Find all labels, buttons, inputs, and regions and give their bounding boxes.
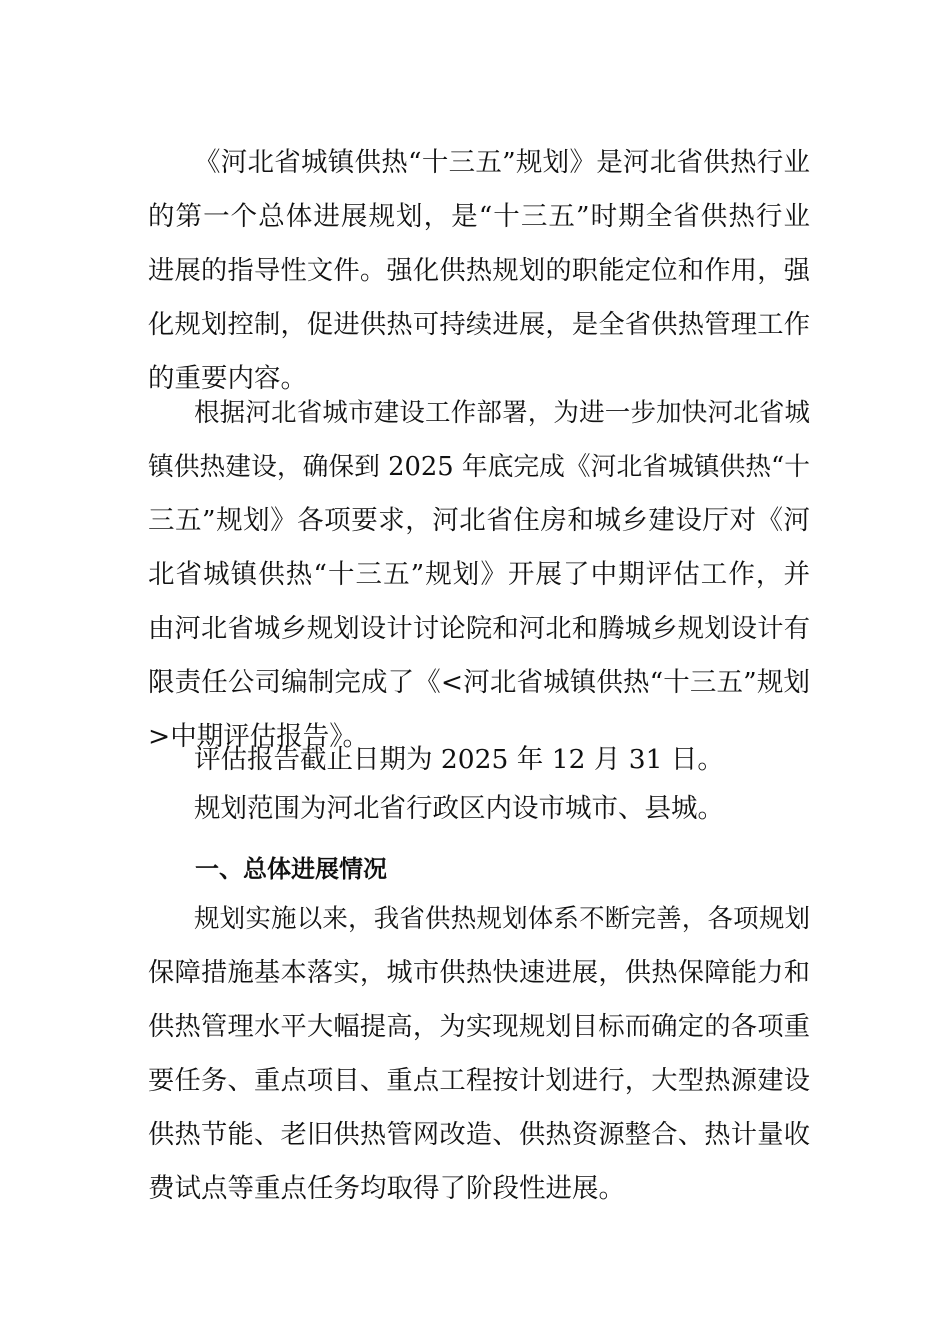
- text-line: >中期评估报告》。: [148, 721, 369, 752]
- paragraph-background: [148, 386, 810, 764]
- paragraph-deadline: [148, 733, 810, 787]
- text-line: 由河北省城乡规划设计讨论院和河北和腾城乡规划设计有: [148, 614, 810, 644]
- text-line: 供热管理水平大幅提高，为实现规划目标而确定的各项重: [148, 1012, 810, 1042]
- section-heading: 一、总体进展情况: [195, 855, 387, 883]
- text-line: 的重要内容。: [148, 363, 307, 394]
- paragraph-intro: [148, 136, 810, 406]
- text-line: 三五”规划》各项要求，河北省住房和城乡建设厅对《河: [148, 505, 810, 536]
- text-line: 评估报告截止日期为 2025 年 12 月 31 日。: [194, 744, 724, 775]
- paragraph-scope: [148, 782, 810, 836]
- text-line: 限责任公司编制完成了《<河北省城镇供热“十三五”规划: [148, 667, 810, 698]
- text-line: 《河北省城镇供热“十三五”规划》是河北省供热行业: [194, 147, 810, 178]
- text-line: 规划范围为河北省行政区内设市城市、县城。: [194, 793, 724, 824]
- text-line: 费试点等重点任务均取得了阶段性进展。: [148, 1173, 625, 1204]
- text-line: 镇供热建设，确保到 2025 年底完成《河北省城镇供热“十: [148, 452, 810, 482]
- text-line: 要任务、重点项目、重点工程按计划进行，大型热源建设: [148, 1066, 810, 1096]
- paragraph-overall-progress: [148, 892, 810, 1216]
- text-line: 北省城镇供热“十三五”规划》开展了中期评估工作，并: [148, 559, 810, 590]
- text-line: 进展的指导性文件。强化供热规划的职能定位和作用，强: [148, 256, 810, 286]
- text-line: 供热节能、老旧供热管网改造、供热资源整合、热计量收: [148, 1120, 810, 1150]
- text-line: 的第一个总体进展规划，是“十三五”时期全省供热行业: [148, 201, 810, 232]
- text-line: 根据河北省城市建设工作部署，为进一步加快河北省城: [194, 398, 810, 428]
- text-line: 规划实施以来，我省供热规划体系不断完善，各项规划: [194, 904, 810, 934]
- text-line: 化规划控制，促进供热可持续进展，是全省供热管理工作: [148, 310, 810, 340]
- text-line: 保障措施基本落实，城市供热快速进展，供热保障能力和: [148, 958, 810, 988]
